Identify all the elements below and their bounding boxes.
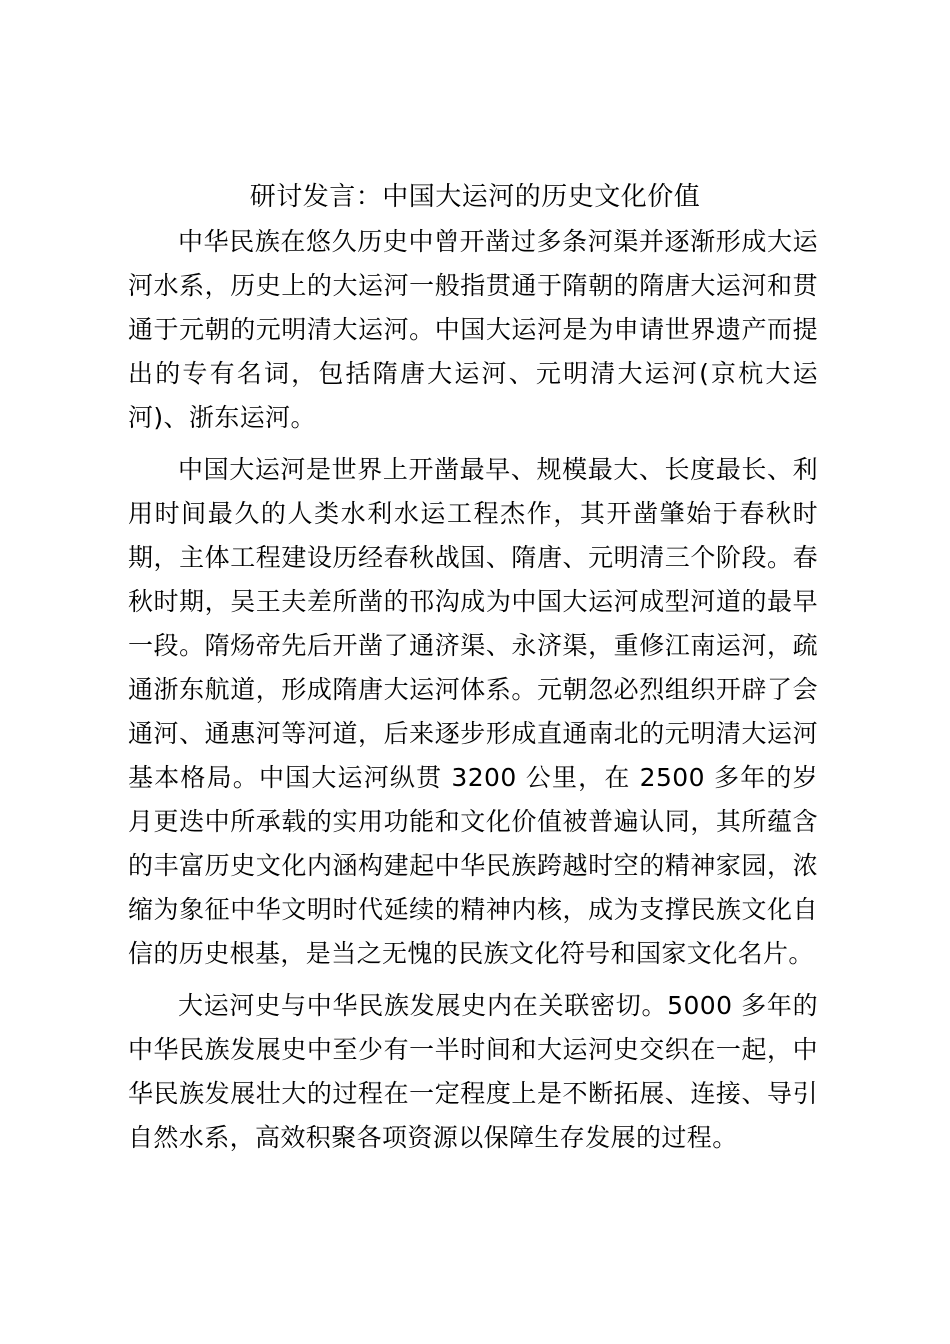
paragraph-3: 大运河史与中华民族发展史内在关联密切。5000 多年的中华民族发展史中至少有一半时间和大运河史交织在一起，中华民族发展壮大的过程在一定程度上是不断拓展、连接、导引自然水系，高效积聚各项资源以保障生存发展的过程。 <box>128 991 818 1152</box>
paragraph-2: 中国大运河是世界上开凿最早、规模最大、长度最长、利用时间最久的人类水利水运工程杰作，其开凿肇始于春秋时期，主体工程建设历经春秋战国、隋唐、元明清三个阶段。春秋时期，吴王夫差所凿的邗沟成为中国大运河成型河道的最早一段。隋炀帝先后开凿了通济渠、永济渠，重修江南运河，疏通浙东航道，形成隋唐大运河体系。元朝忽必烈组织开辟了会通河、通惠河等河道，后来逐步形成直通南北的元明清大运河基本格局。中国大运河纵贯 3200 公里，在 2500 多年的岁月更迭中所承载的实用功能和文化价值被普遍认同，其所蕴含的丰富历史文化内涵构建起中华民族跨越时空的精神家园，浓缩为象征中华文明时代延续的精神内核，成为支撑民族文化自信的历史根基，是当之无愧的民族文化符号和国家文化名片。 <box>128 455 818 968</box>
document-body <box>128 220 818 1160</box>
document-title: 研讨发言：中国大运河的历史文化价值 <box>249 182 701 212</box>
paragraph-1: 中华民族在悠久历史中曾开凿过多条河渠并逐渐形成大运河水系，历史上的大运河一般指贯通于隋朝的隋唐大运河和贯通于元朝的元明清大运河。中国大运河是为申请世界遗产而提出的专有名词，包括隋唐大运河、元明清大运河(京杭大运河)、浙东运河。 <box>128 227 818 432</box>
